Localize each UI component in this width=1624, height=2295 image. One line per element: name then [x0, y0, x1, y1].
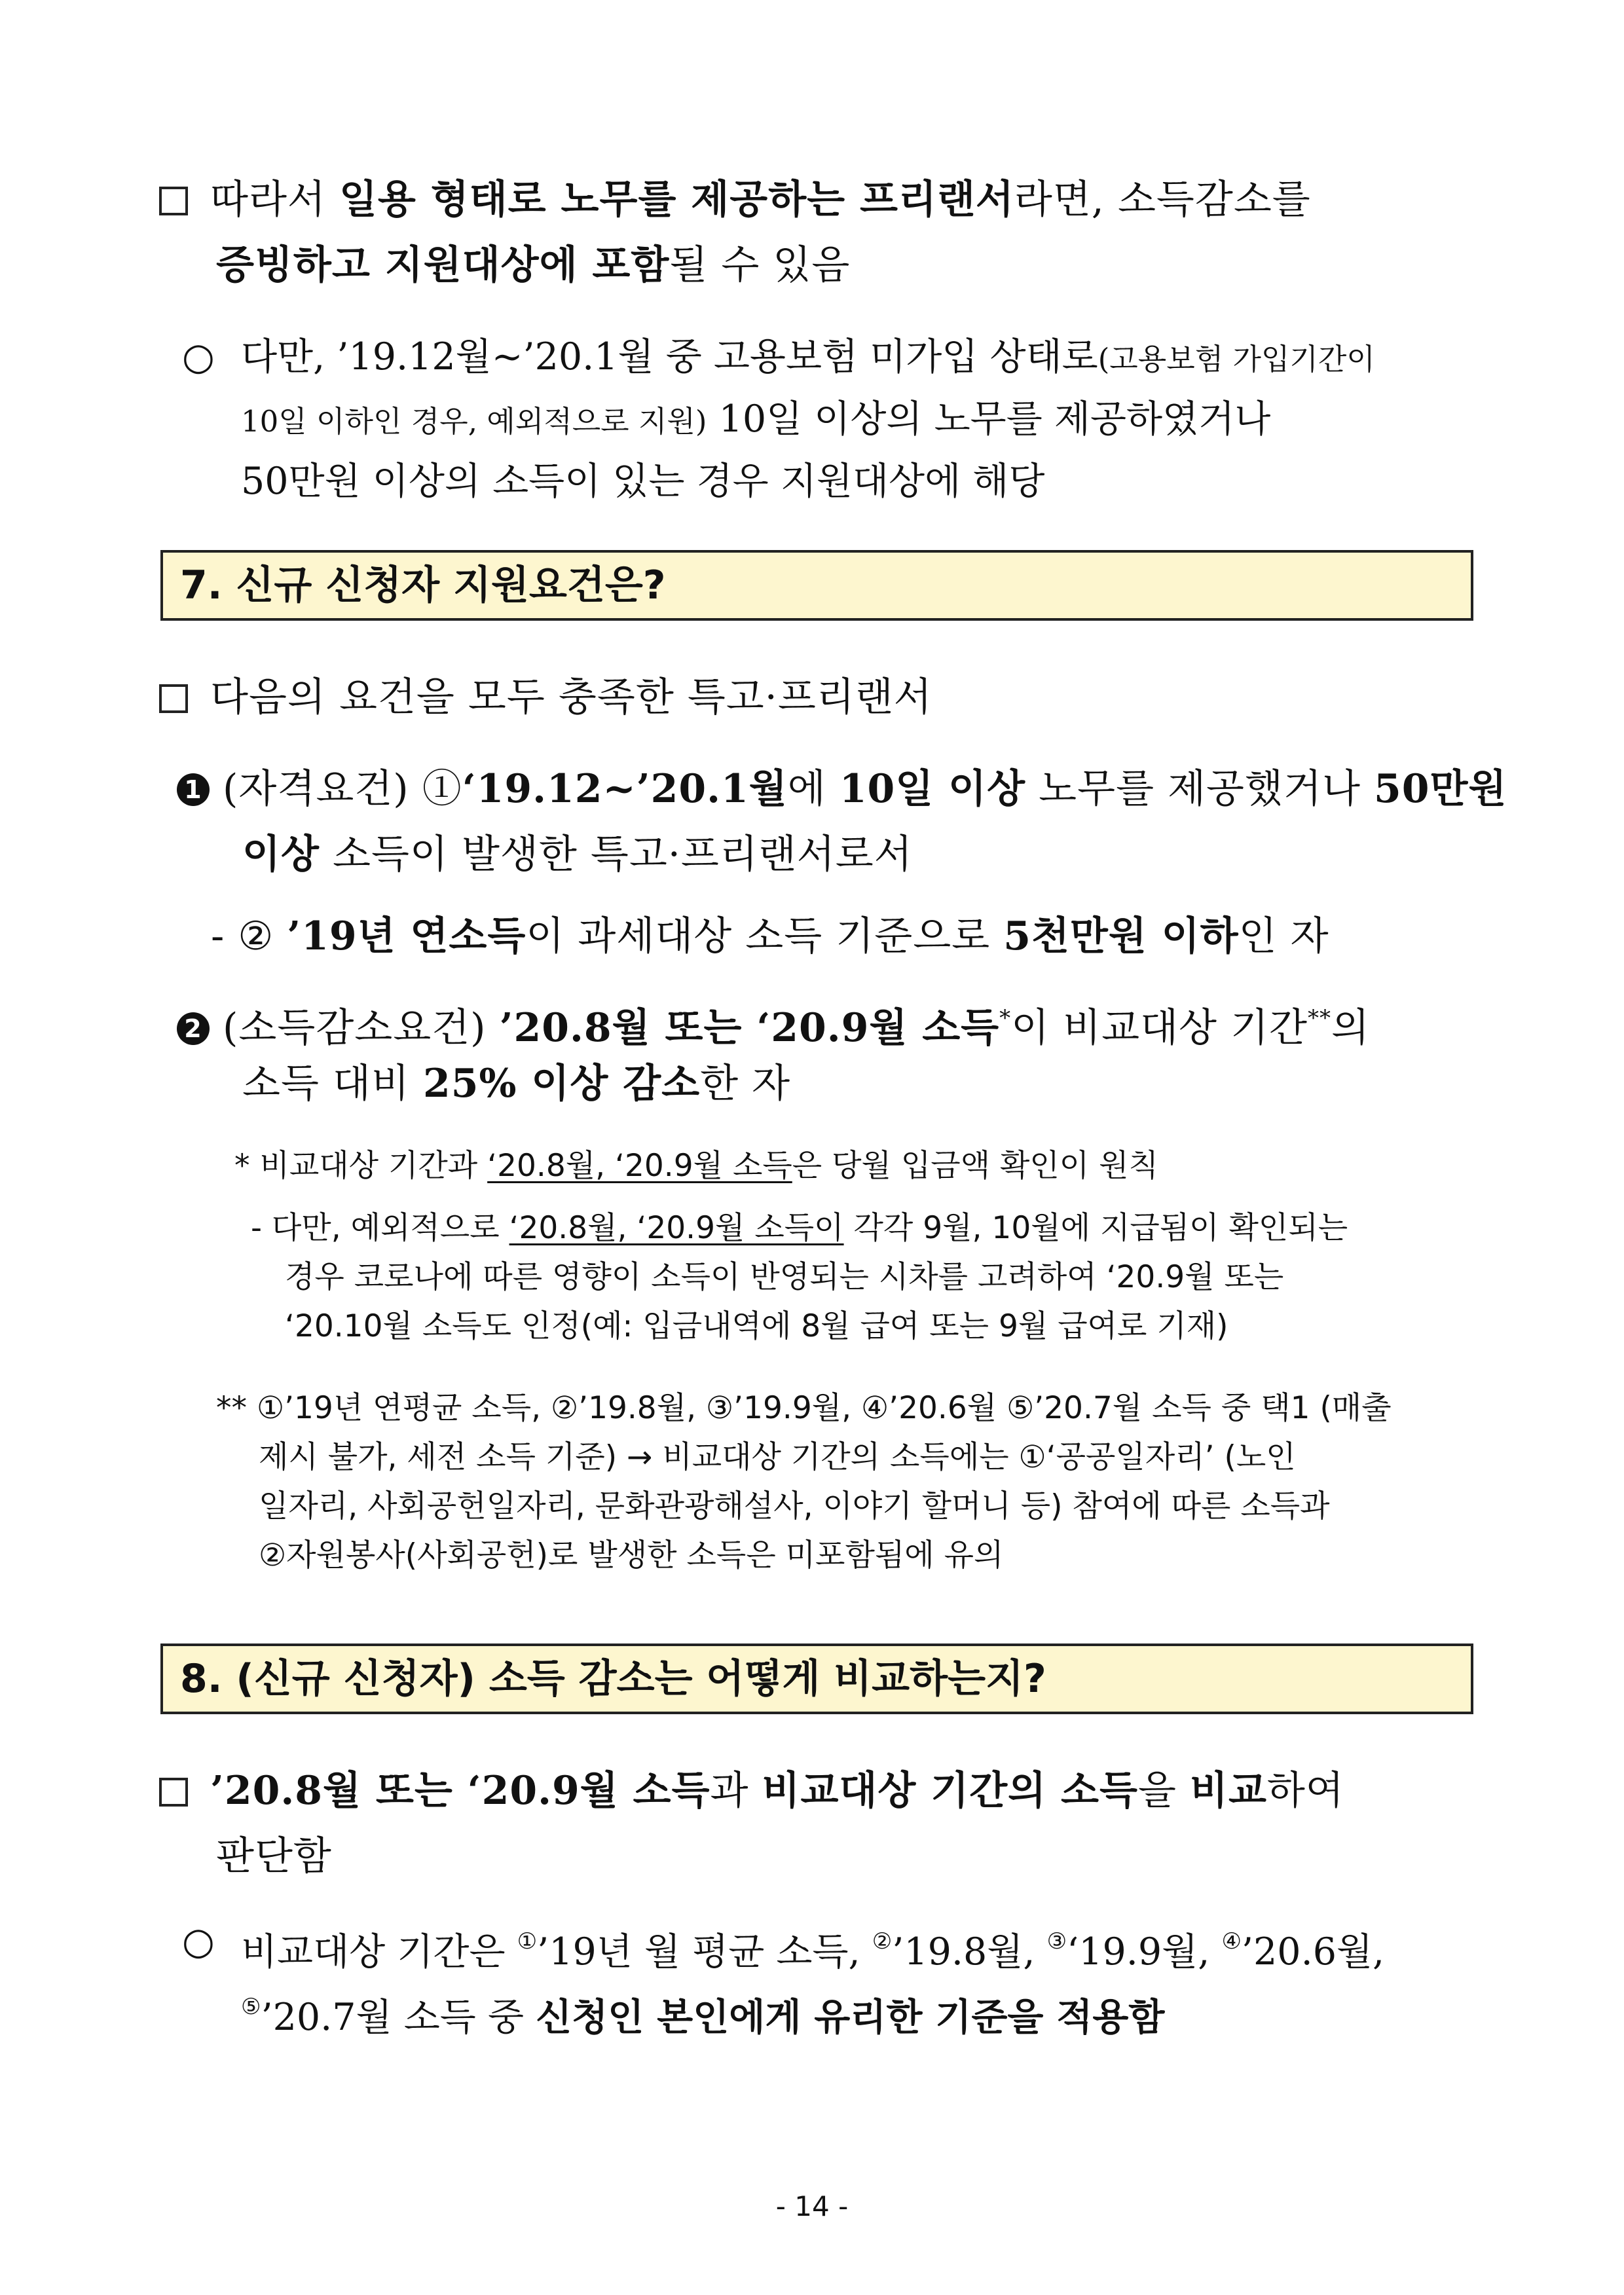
- sec7-note2-line2: 경우 코로나에 따른 영향이 소득이 반영되는 시차를 고려하여 ‘20.9월 또는: [285, 1259, 1284, 1295]
- sec8-sub-line2: ⑤’20.7월 소득 중 신청인 본인에게 유리한 기준을 적용함: [241, 1994, 1165, 2039]
- checkbox-bullet-icon: [159, 684, 188, 713]
- para1-line2: 증빙하고 지원대상에 포함될 수 있음: [216, 242, 851, 288]
- para1-sub-bullet: ○: [182, 335, 215, 378]
- sec7-note1: * 비교대상 기간과 ‘20.8월, ‘20.9월 소득은 당월 입금액 확인이 원칙: [234, 1148, 1158, 1184]
- sec7-note2-line1: - 다만, 예외적으로 ‘20.8월, ‘20.9월 소득이 각각 9월, 10월에 지급됨이 확인되는: [251, 1210, 1348, 1246]
- sec7-note3-line4: ②자원봉사(사회공헌)로 발생한 소득은 미포함됨에 유의: [259, 1537, 1004, 1573]
- section-heading-7: 7. 신규 신청자 지원요건은?: [160, 550, 1473, 621]
- sec7-req1-line1: 1 (자격요건) ①‘19.12~’20.1월에 10일 이상 노무를 제공했거나 50만원: [177, 756, 1507, 822]
- number-2-icon: 2: [177, 1012, 210, 1045]
- sec8-line2: 판단함: [216, 1833, 332, 1879]
- sec7-req2-line2: 소득 대비 25% 이상 감소한 자: [242, 1061, 791, 1107]
- sec7-note3-line2: 제시 불가, 세전 소득 기준) → 비교대상 기간의 소득에는 ①‘공공일자리’ (노인: [259, 1439, 1296, 1475]
- sec7-req1-line2: 이상 소득이 발생한 특고·프리랜서로서: [242, 832, 913, 877]
- section-heading-8: 8. (신규 신청자) 소득 감소는 어떻게 비교하는지?: [160, 1643, 1473, 1714]
- para1-sub-line2: 10일 이하인 경우, 예외적으로 지원) 10일 이상의 노무를 제공하였거나: [241, 397, 1271, 441]
- sec7-intro: 다음의 요건을 모두 충족한 특고·프리랜서: [159, 665, 932, 730]
- para1-sub-line3: 50만원 이상의 소득이 있는 경우 지원대상에 해당: [241, 460, 1045, 503]
- para1-sub-line1: 다만, ’19.12월~’20.1월 중 고용보험 미가입 상태로(고용보험 가입기간이: [241, 335, 1375, 378]
- para1-line1: 따라서 일용 형태로 노무를 제공하는 프리랜서라면, 소득감소를: [159, 167, 1311, 232]
- checkbox-bullet-icon: [159, 1778, 188, 1807]
- number-1-icon: 1: [177, 773, 210, 806]
- sec8-line1: ’20.8월 또는 ‘20.9월 소득과 비교대상 기간의 소득을 비교하여: [159, 1758, 1344, 1824]
- sec7-note2-line3: ‘20.10월 소득도 인정(예: 입금내역에 8월 급여 또는 9월 급여로 기재): [285, 1308, 1228, 1344]
- sec8-sub-bullet: ○: [182, 1920, 215, 1963]
- page-number: - 14 -: [775, 2190, 849, 2222]
- checkbox-bullet-icon: [159, 187, 188, 215]
- sec8-sub-line1: 비교대상 기간은 ①’19년 월 평균 소득, ②’19.8월, ③‘19.9월, ④’20.6월,: [241, 1928, 1385, 1974]
- sec7-req2-line1: 2 (소득감소요건) ’20.8월 또는 ‘20.9월 소득*이 비교대상 기간**의: [177, 985, 1370, 1061]
- sec7-note3-line3: 일자리, 사회공헌일자리, 문화관광해설사, 이야기 할머니 등) 참여에 따른 소득과: [259, 1488, 1330, 1524]
- sec7-note3-line1: ** ①’19년 연평균 소득, ②’19.8월, ③’19.9월, ④’20.6월 ⑤’20.7월 소득 중 택1 (매출: [216, 1390, 1392, 1426]
- sec7-req1-sub: - ② ’19년 연소득이 과세대상 소득 기준으로 5천만원 이하인 자: [211, 913, 1329, 959]
